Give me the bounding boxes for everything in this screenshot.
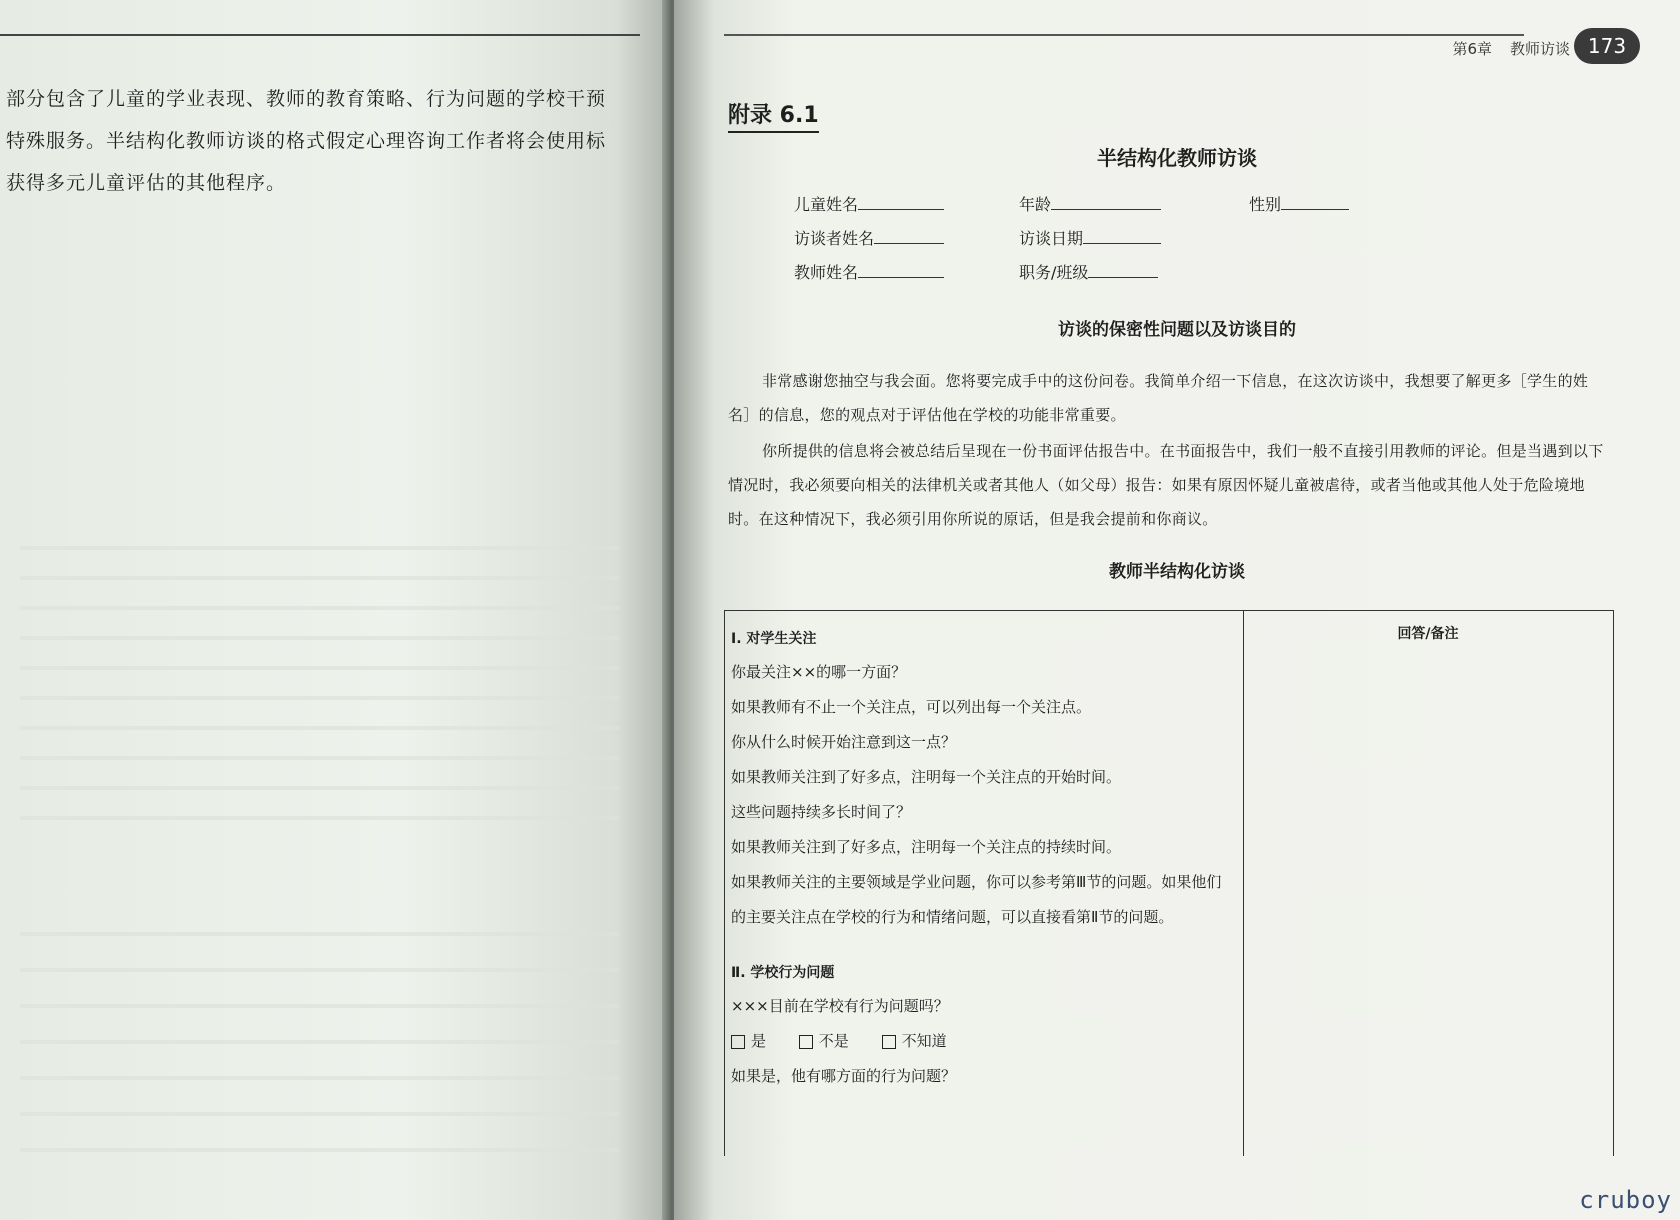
question-row: ×××目前在学校有行为问题吗？ [731, 997, 949, 1015]
confidentiality-title: 访谈的保密性问题以及访谈目的 [1058, 320, 1296, 340]
option-yes[interactable]: 是 [731, 1024, 766, 1059]
question-row: 如果教师关注到了好多点，注明每一个关注点的持续时间。 [731, 838, 1122, 856]
table-column-divider [1243, 611, 1244, 1156]
appendix-label: 附录 6.1 [728, 98, 819, 133]
confidentiality-paragraph: 你所提供的信息将会被总结后呈现在一份书面评估报告中。在书面报告中，我们一般不直接引用教师的评论。但是当遇到以下情况时，我必须要向相关的法律机关或者其他人（如父母）报告：如果有原因怀疑儿童被虐待，或者当他或其他人处于危险境地时。在这种情况下，我必须引用你所说的原话，但是我会提前和你商议。 [728, 442, 1604, 528]
option-unknown[interactable]: 不知道 [882, 1024, 947, 1059]
blank-line [874, 229, 944, 244]
document-title: 半结构化教师访谈 [1097, 146, 1257, 170]
page-number: 173 [1574, 28, 1640, 64]
left-line-2: 特殊服务。半结构化教师访谈的格式假定心理咨询工作者将会使用标 [6, 130, 607, 152]
question-row: 这些问题持续多长时间了？ [731, 803, 912, 821]
field-position-class: 职务/班级 [1019, 260, 1158, 283]
field-interview-date: 访谈日期 [1019, 226, 1161, 249]
running-header [1434, 38, 1570, 59]
question-row: 如果教师有不止一个关注点，可以列出每一个关注点。 [731, 698, 1092, 716]
intro-paragraph: 非常感谢您抽空与我会面。您将要完成手中的这份问卷。我简单介绍一下信息，在这次访谈中，我想要了解更多［学生的姓名］的信息，您的观点对于评估他在学校的功能非常重要。 [728, 372, 1589, 424]
question-row: 你最关注××的哪一方面？ [731, 663, 907, 681]
left-header-rule [0, 34, 640, 36]
section-2-title: Ⅱ. 学校行为问题 [731, 965, 835, 981]
field-teacher-name: 教师姓名 [794, 260, 944, 283]
left-page-text [6, 78, 646, 204]
checkbox-icon [731, 1035, 745, 1049]
blank-line [1083, 229, 1161, 244]
chapter-label: 第6章 [1452, 40, 1492, 58]
answer-column-header: 回答/备注 [1397, 626, 1459, 642]
blank-line [858, 195, 944, 210]
blank-line [1051, 195, 1161, 210]
option-no[interactable]: 不是 [799, 1024, 849, 1059]
chapter-title: 教师访谈 [1509, 40, 1570, 58]
blank-line [858, 263, 944, 278]
question-row: 如果教师关注到了好多点，注明每一个关注点的开始时间。 [731, 768, 1122, 786]
question-row: 你从什么时候开始注意到这一点？ [731, 733, 957, 751]
right-page [674, 0, 1680, 1220]
left-line-1: 部分包含了儿童的学业表现、教师的教育策略、行为问题的学校干预 [6, 88, 607, 110]
question-row: 如果是，他有哪方面的行为问题？ [731, 1067, 957, 1085]
left-page [0, 0, 670, 1220]
interview-title: 教师半结构化访谈 [1109, 562, 1245, 582]
blank-line [1281, 195, 1349, 210]
watermark: cruboy [1579, 1186, 1672, 1214]
question-row: 如果教师关注的主要领域是学业问题，你可以参考第Ⅲ节的问题。如果他们的主要关注点在学校的行为和情绪问题，可以直接看第Ⅱ节的问题。 [731, 873, 1222, 926]
blank-line [1088, 263, 1158, 278]
field-gender: 性别 [1249, 192, 1349, 215]
field-age: 年龄 [1019, 192, 1161, 215]
answer-options [731, 1024, 1236, 1059]
field-interviewer-name: 访谈者姓名 [794, 226, 944, 249]
show-through-block [20, 900, 620, 1160]
checkbox-icon [882, 1035, 896, 1049]
section-1-title: Ⅰ. 对学生关注 [731, 631, 817, 647]
checkbox-icon [799, 1035, 813, 1049]
show-through-block [20, 520, 620, 820]
right-header-rule [724, 34, 1524, 36]
question-column [731, 623, 1236, 1094]
interview-table [724, 610, 1614, 1156]
section-gap [731, 935, 1236, 957]
field-child-name: 儿童姓名 [794, 192, 944, 215]
left-line-3: 获得多元儿童评估的其他程序。 [6, 172, 287, 194]
